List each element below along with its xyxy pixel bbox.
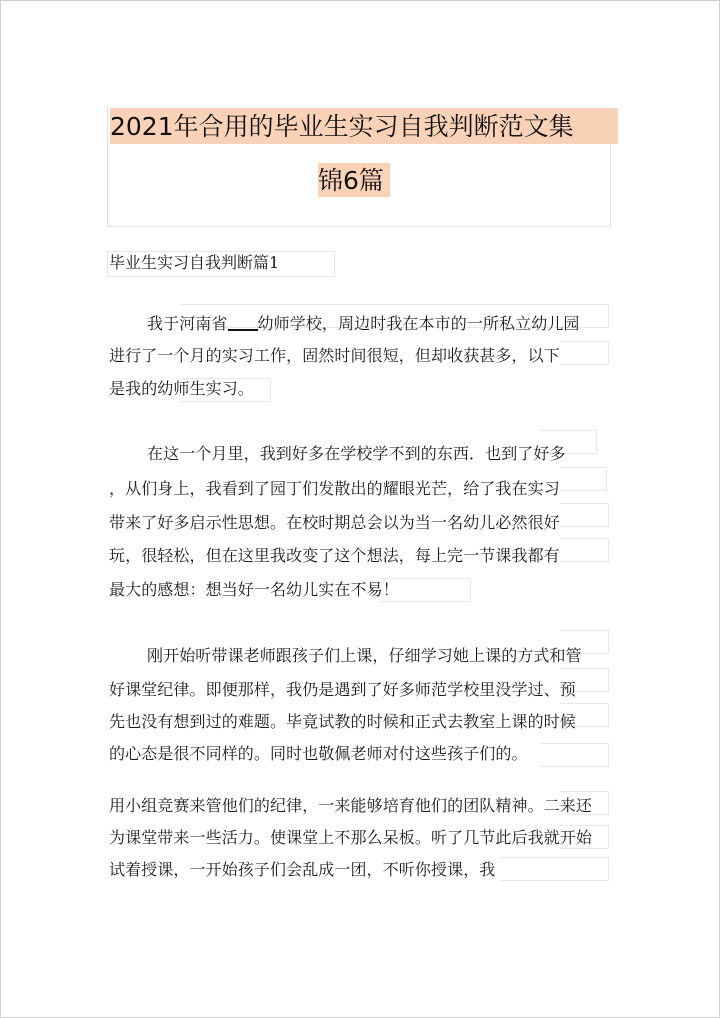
document-title-line-1: 2021年合用的毕业生实习自我判断范文集 bbox=[110, 108, 618, 144]
line-frame bbox=[560, 538, 609, 562]
paragraph-1-line-2: 进行了一个月的实习工作，固然时间很短，但却收获甚多，以下 bbox=[109, 346, 560, 365]
paragraph-4-line-1: 用小组竞赛来管他们的纪律，一来能够培育他们的团队精神。二来还 bbox=[109, 796, 593, 815]
paragraph-1-line-3: 是我的幼师生实习。 bbox=[109, 379, 254, 398]
line-frame bbox=[560, 467, 607, 491]
paragraph-2-line-1: 在这一个月里，我到好多在学校学不到的东西．也到了好多 bbox=[147, 444, 566, 463]
line-frame bbox=[560, 341, 609, 365]
line-frame bbox=[500, 857, 609, 881]
paragraph-4-line-3: 试着授课，一开始孩子们会乱成一团，不听你授课，我 bbox=[109, 860, 496, 879]
paragraph-3-line-2: 好课堂纪律。即便那样，我仍是遇到了好多师范学校里没学过、预 bbox=[109, 680, 576, 699]
paragraph-3-line-4: 的心态是很不同样的。同时也敬佩老师对付这些孩子们的。 bbox=[109, 744, 528, 763]
paragraph-3-line-3: 先也没有想到过的难题。毕竟试教的时候和正式去教室上课的时候 bbox=[109, 712, 576, 731]
line-frame bbox=[540, 743, 609, 767]
paragraph-2-line-3: 带来了好多启示性思想。在校时期总会以为当一名幼儿必然很好 bbox=[109, 513, 560, 532]
paragraph-2-line-2: ，从们身上，我看到了园丁们发散出的耀眼光芒，给了我在实习 bbox=[109, 479, 560, 498]
paragraph-2-line-5: 最大的感想：想当好一名幼儿实在不易！ bbox=[109, 580, 399, 599]
paragraph-2-line-4: 玩，很轻松，但在这里我改变了这个想法，每上完一节课我都有 bbox=[109, 546, 560, 565]
paragraph-1-text-a: 我于河南省 bbox=[147, 314, 228, 333]
paragraph-4-line-2: 为课堂带来一些活力。使课堂上不那么呆板。听了几节此后我就开始 bbox=[109, 828, 593, 847]
paragraph-1-line-1 bbox=[147, 313, 580, 335]
paragraph-1-text-b: 幼师学校，周边时我在本市的一所私立幼儿园 bbox=[257, 314, 580, 333]
paragraph-3-line-1: 刚开始听带课老师跟孩子们上课，仔细学习她上课的方式和管 bbox=[147, 646, 582, 665]
fill-in-blank bbox=[228, 315, 258, 331]
line-frame bbox=[560, 503, 609, 527]
document-title-line-2: 锦6篇 bbox=[318, 163, 390, 197]
section-heading: 毕业生实习自我判断篇1 bbox=[109, 253, 280, 272]
